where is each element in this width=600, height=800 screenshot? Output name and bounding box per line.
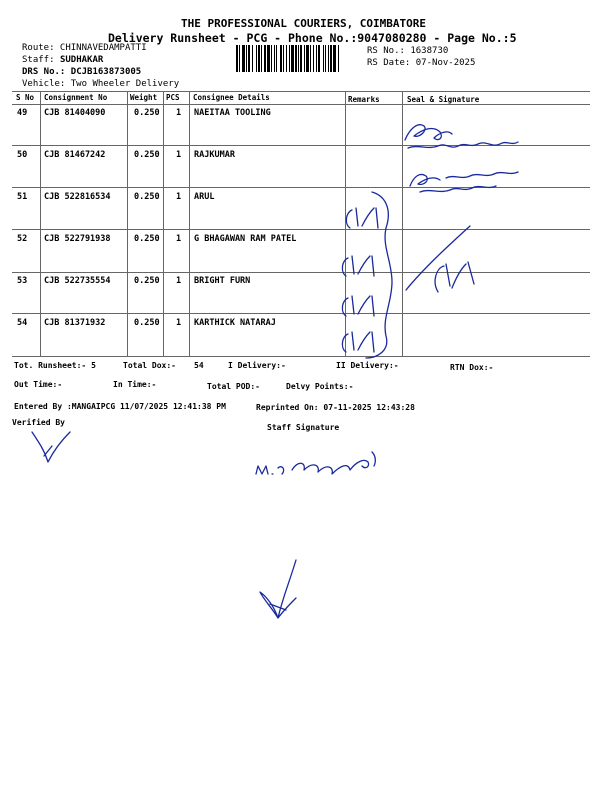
reprinted-on: Reprinted On: 07-11-2025 12:43:28	[256, 403, 415, 412]
row-weight: 0.250	[134, 192, 160, 202]
row-consignment: CJB 522791938	[44, 234, 111, 244]
col-header-consignee: Consignee Details	[193, 93, 270, 102]
row-weight: 0.250	[134, 150, 160, 160]
staff-signature-ink	[256, 452, 375, 474]
col-header-weight: Weight	[130, 93, 158, 102]
row-sno: 52	[17, 234, 28, 244]
row-consignee: BRIGHT FURN	[194, 276, 251, 286]
remarks-brace	[366, 192, 392, 358]
row-sno: 50	[17, 150, 28, 160]
row-consignee: ARUL	[194, 192, 215, 202]
large-cn-mark	[406, 226, 474, 292]
row-consignment: CJB 522735554	[44, 276, 111, 286]
row-consignment: CJB 81404090	[44, 108, 106, 118]
bottom-signature-stroke	[260, 560, 296, 618]
cn-mark-row-51	[346, 208, 378, 228]
row-consignee: RAJKUMAR	[194, 150, 235, 160]
cn-mark-row-53	[342, 296, 374, 316]
staff-label: Staff:	[22, 55, 55, 65]
row-consignee: KARTHICK NATARAJ	[194, 318, 276, 328]
total-runsheet: Tot. Runsheet:- 5	[14, 361, 96, 370]
rtn-dox: RTN Dox:-	[450, 363, 494, 372]
col-header-consignment: Consignment No	[44, 93, 108, 102]
row-consignment: CJB 81467242	[44, 150, 106, 160]
row-consignee: G BHAGAWAN RAM PATEL	[194, 234, 297, 244]
i-delivery: I Delivery:-	[228, 361, 286, 370]
delvy-points: Delvy Points:-	[286, 382, 354, 391]
row-consignment: CJB 81371932	[44, 318, 106, 328]
row-weight: 0.250	[134, 318, 160, 328]
row-pcs: 1	[176, 318, 182, 328]
out-time: Out Time:-	[14, 380, 63, 389]
signature-row-50	[410, 172, 518, 192]
verified-by: Verified By	[12, 418, 65, 427]
vehicle-text: Vehicle: Two Wheeler Delivery	[22, 79, 180, 89]
row-sno: 51	[17, 192, 28, 202]
entered-by: Entered By :MANGAIPCG 11/07/2025 12:41:38 PM	[14, 402, 226, 411]
staff-value: SUDHAKAR	[59, 55, 104, 65]
row-pcs: 1	[176, 150, 182, 160]
route-text: Route: CHINNAVEDAMPATTI	[22, 43, 147, 53]
cn-mark-row-54	[342, 332, 374, 352]
runsheet-subtitle: Delivery Runsheet - PCG - Phone No.:9047080280 - Page No.:5	[108, 31, 517, 45]
drs-label: DRS No.:	[22, 67, 66, 77]
col-header-sno: S No	[16, 93, 35, 102]
row-pcs: 1	[176, 234, 182, 244]
ii-delivery: II Delivery:-	[336, 361, 399, 370]
col-header-seal: Seal & Signature	[407, 95, 480, 104]
row-pcs: 1	[176, 108, 182, 118]
row-consignee: NAEITAA TOOLING	[194, 108, 271, 118]
verified-tick	[32, 432, 70, 462]
row-weight: 0.250	[134, 276, 160, 286]
company-title: THE PROFESSIONAL COURIERS, COIMBATORE	[181, 17, 427, 30]
col-header-remarks: Remarks	[348, 95, 380, 104]
signature-row-49	[405, 125, 518, 148]
rs-date: RS Date: 07-Nov-2025	[367, 58, 476, 68]
drs-value: DCJB163873005	[70, 67, 142, 77]
total-pod: Total POD:-	[207, 382, 260, 391]
total-dox-label: Total Dox:-	[123, 361, 176, 370]
rs-number: RS No.: 1638730	[367, 46, 449, 56]
row-weight: 0.250	[134, 108, 160, 118]
in-time: In Time:-	[113, 380, 157, 389]
row-weight: 0.250	[134, 234, 160, 244]
total-dox-value: 54	[194, 361, 204, 370]
row-pcs: 1	[176, 276, 182, 286]
cn-mark-row-52	[342, 256, 374, 276]
row-sno: 53	[17, 276, 28, 286]
col-header-pcs: PCS	[166, 93, 180, 102]
row-sno: 54	[17, 318, 28, 328]
row-sno: 49	[17, 108, 28, 118]
row-consignment: CJB 522816534	[44, 192, 111, 202]
row-pcs: 1	[176, 192, 182, 202]
staff-signature-label: Staff Signature	[267, 423, 340, 432]
